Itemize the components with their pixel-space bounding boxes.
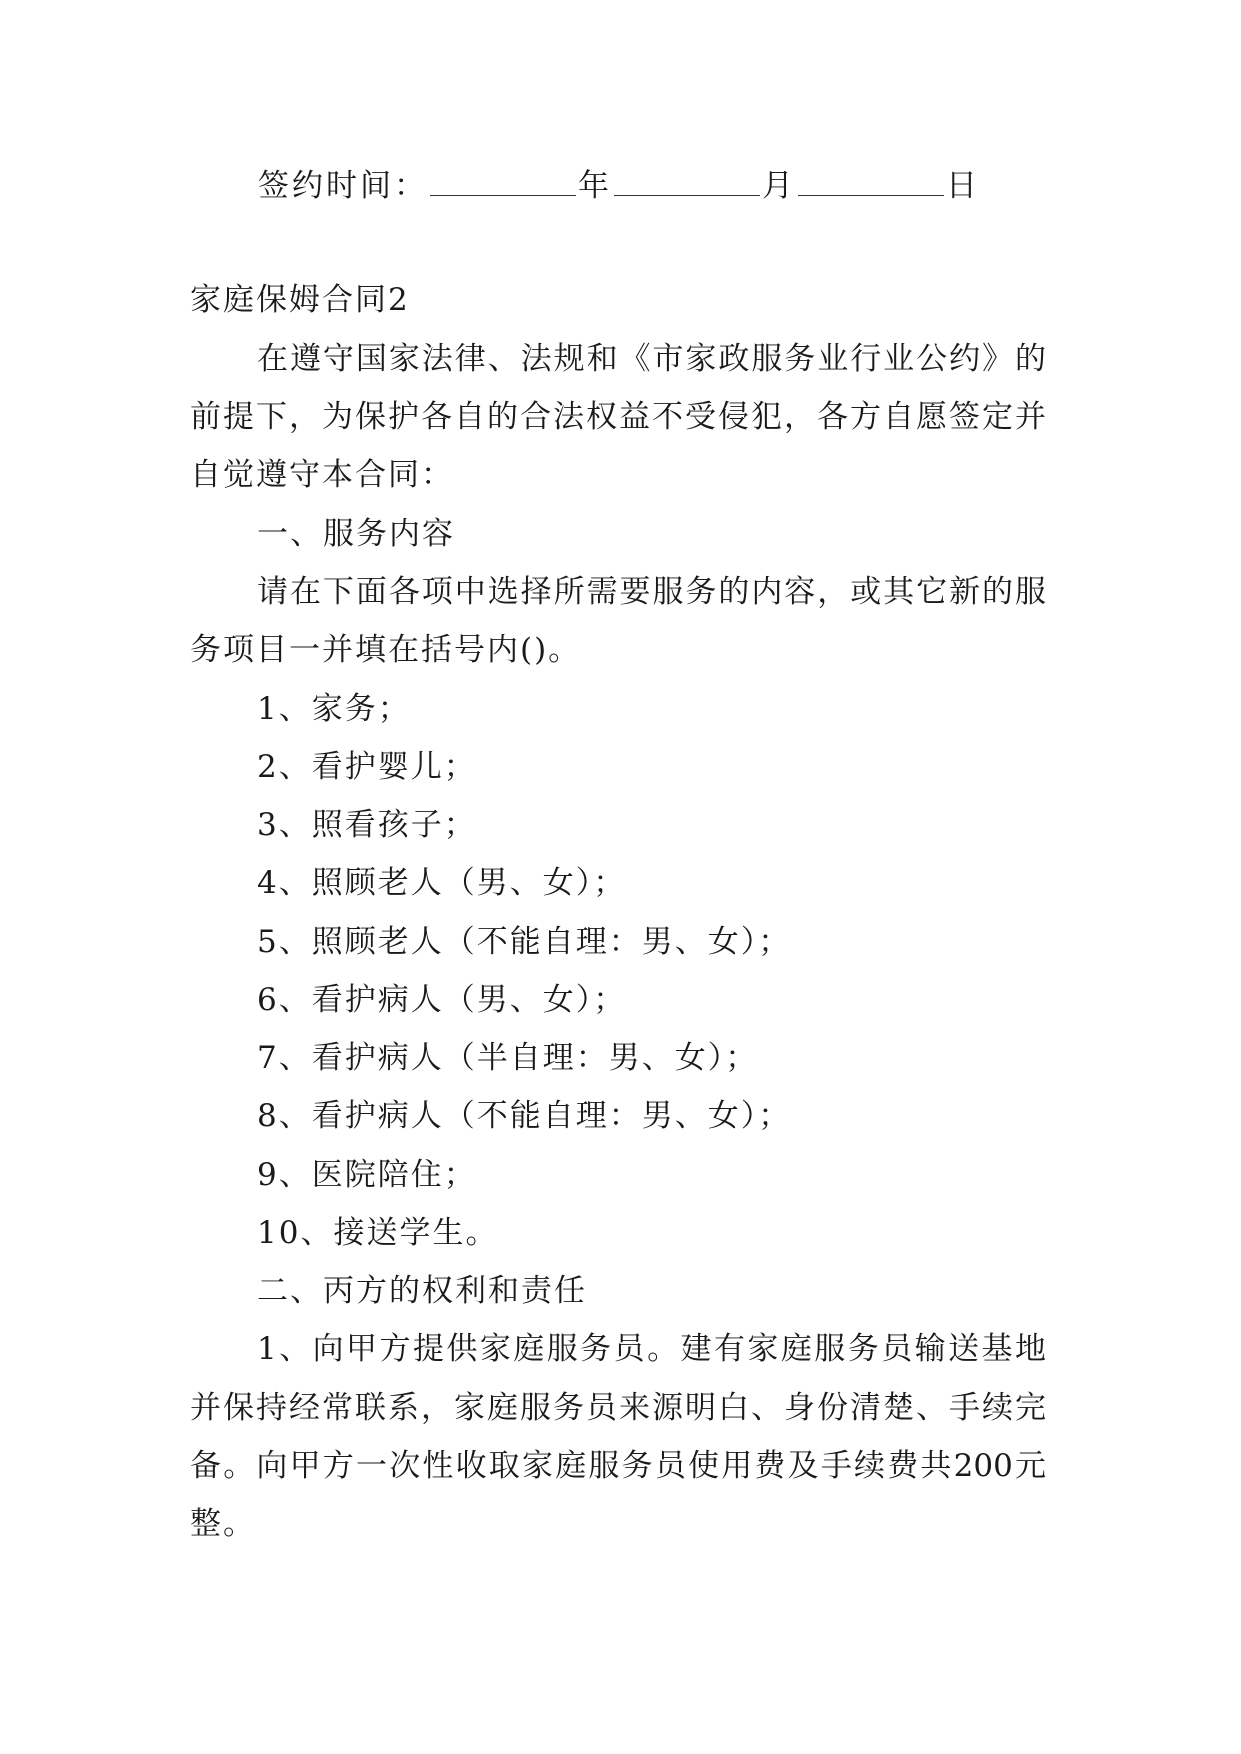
service-item-2: 2、看护婴儿； <box>257 749 477 785</box>
service-item-5: 5、照顾老人（不能自理：男、女）； <box>257 924 792 960</box>
intro-line-3: 自觉遵守本合同： <box>190 457 454 493</box>
service-item-1: 1、家务； <box>257 691 411 727</box>
section2-item1-line-2: 并保持经常联系，家庭服务员来源明白、身份清楚、手续完 <box>190 1390 1046 1426</box>
month-blank <box>614 169 760 196</box>
service-item-10: 10、接送学生。 <box>257 1215 499 1251</box>
section2-heading: 二、丙方的权利和责任 <box>257 1273 587 1309</box>
signing-date-label: 签约时间： <box>258 168 428 204</box>
year-label: 年 <box>578 168 612 204</box>
intro-line-2: 前提下，为保护各自的合法权益不受侵犯，各方自愿签定并 <box>190 399 1046 435</box>
service-item-7: 7、看护病人（半自理：男、女）； <box>257 1040 759 1076</box>
service-item-6: 6、看护病人（男、女）； <box>257 982 627 1018</box>
section2-item1-line-3: 备。向甲方一次性收取家庭服务员使用费及手续费共200元 <box>190 1448 1046 1484</box>
service-item-3: 3、照看孩子； <box>257 807 477 843</box>
intro-line-1: 在遵守国家法律、法规和《市家政服务业行业公约》的 <box>257 341 1046 377</box>
section1-heading: 一、服务内容 <box>257 516 455 552</box>
service-item-4: 4、照顾老人（男、女）； <box>257 865 627 901</box>
section2-item1-line-4: 整。 <box>190 1506 256 1542</box>
section1-desc-line-1: 请在下面各项中选择所需要服务的内容，或其它新的服 <box>257 574 1046 610</box>
signing-date-line <box>258 166 980 206</box>
day-blank <box>798 169 944 196</box>
day-label: 日 <box>946 168 980 204</box>
section2-item1-line-1: 1、向甲方提供家庭服务员。建有家庭服务员输送基地 <box>257 1331 1046 1367</box>
year-blank <box>430 169 576 196</box>
service-item-8: 8、看护病人（不能自理：男、女）； <box>257 1098 792 1134</box>
contract-title: 家庭保姆合同2 <box>190 282 410 318</box>
section1-desc-line-2: 务项目一并填在括号内()。 <box>190 632 582 668</box>
month-label: 月 <box>762 168 796 204</box>
service-item-9: 9、医院陪住； <box>257 1157 477 1193</box>
